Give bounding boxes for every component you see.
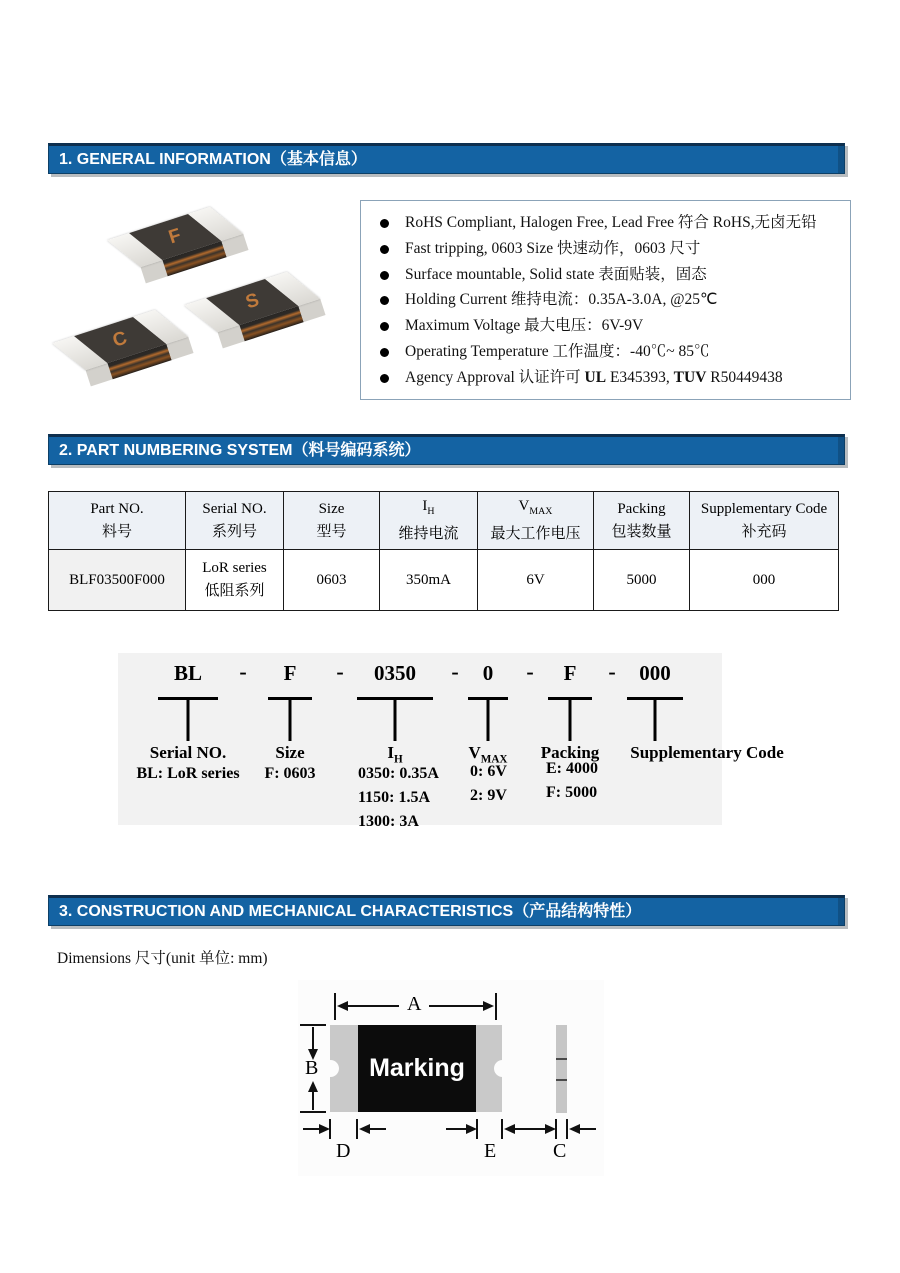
stem-line (187, 697, 190, 741)
cell-part-no: BLF03500F000 (49, 550, 186, 611)
part-numbering-table (48, 491, 839, 611)
component-side-view (556, 1025, 567, 1113)
table-header-row (49, 492, 839, 550)
value-ih-2: 1150: 1.5A (358, 789, 430, 806)
stem-line (289, 697, 292, 741)
chip-f (135, 215, 243, 268)
header-size: Size 型号 (284, 492, 380, 550)
value-vmax-1: 0: 6V (470, 763, 507, 780)
label-vmax: $V_{MAX}$ (468, 743, 508, 766)
code-packing: F (563, 661, 577, 685)
feature-item: Holding Current 维持电流：0.35A-3.0A, @25℃ (379, 287, 842, 313)
product-photo (55, 190, 350, 410)
dim-tick (300, 1111, 326, 1113)
code-ih: 0350 (374, 661, 416, 685)
cell-packing: 5000 (594, 550, 690, 611)
dim-label-b: B (305, 1057, 319, 1079)
header-ih: $I_H$ 维持电流 (380, 492, 478, 550)
section-3-header: 3. CONSTRUCTION AND MECHANICAL CHARACTERISTICS（产品结构特性） (48, 895, 845, 926)
arrow-left-icon (504, 1124, 515, 1134)
label-ih: $I_H$ (387, 743, 403, 766)
section-2-header: 2. PART NUMBERING SYSTEM（料号编码系统） (48, 434, 845, 465)
feature-item: Operating Temperature 工作温度：-40℃~ 85℃ (379, 339, 842, 365)
value-ih-3: 1300: 3A (358, 813, 419, 830)
dim-tick (501, 1119, 503, 1139)
chip-marking-letter: S (242, 289, 262, 314)
cell-supp: 000 (690, 550, 839, 611)
bullet-icon (380, 374, 389, 383)
dim-tick (300, 1024, 326, 1026)
marking-label: Marking (369, 1054, 465, 1082)
feature-item: RoHS Compliant, Halogen Free, Lead Free 符合 RoHS,无卤无铅 (379, 210, 842, 236)
arrow-right-icon (466, 1124, 477, 1134)
cell-serial: LoR series 低阻系列 (186, 550, 284, 611)
header-supp-code: Supplementary Code 补充码 (690, 492, 839, 550)
header-part-no: Part NO. 料号 (49, 492, 186, 550)
features-list (361, 210, 850, 391)
dimension-figure (298, 980, 604, 1176)
features-box (360, 200, 851, 400)
header-packing: Packing 包装数量 (594, 492, 690, 550)
value-packing-1: E: 4000 (546, 760, 598, 777)
dim-tick (566, 1119, 568, 1139)
cell-size: 0603 (284, 550, 380, 611)
dim-line-e (446, 1128, 466, 1130)
arrow-left-icon (569, 1124, 580, 1134)
cell-vmax: 6V (478, 550, 594, 611)
bullet-icon (380, 296, 389, 305)
stem-line (487, 697, 490, 741)
header-serial-no: Serial NO. 系列号 (186, 492, 284, 550)
value-ih-1: 0350: 0.35A (358, 765, 439, 782)
code-separator: - (239, 659, 247, 684)
bullet-icon (380, 348, 389, 357)
chip-c (80, 318, 188, 371)
code-supp: 000 (639, 661, 671, 685)
dim-line-d (370, 1128, 386, 1130)
feature-item: Maximum Voltage 最大电压：6V-9V (379, 313, 842, 339)
dim-label-d: D (336, 1140, 351, 1162)
side-view-layer-line (556, 1058, 567, 1060)
arrow-left-icon (359, 1124, 370, 1134)
header-vmax: $V_{MAX}$ 最大工作电压 (478, 492, 594, 550)
code-separator: - (451, 659, 459, 684)
dim-label-a: A (399, 993, 429, 1016)
code-separator: - (336, 659, 344, 684)
terminal-notch (322, 1060, 339, 1077)
label-size: Size (275, 743, 305, 762)
code-separator: - (526, 659, 534, 684)
bullet-icon (380, 245, 389, 254)
label-supp: Supplementary Code (630, 743, 784, 762)
bullet-icon (380, 219, 389, 228)
dimensions-caption: Dimensions 尺寸(unit 单位: mm) (57, 950, 268, 967)
value-size: F: 0603 (264, 765, 316, 782)
side-view-layer-line (556, 1079, 567, 1081)
label-serial: Serial NO. (149, 743, 227, 762)
stem-line (654, 697, 657, 741)
terminal-notch (494, 1060, 511, 1077)
stem-line (394, 697, 397, 741)
feature-item-agency: Agency Approval 认证许可 UL E345393, TUV R50449438 (379, 365, 842, 391)
arrow-up-icon (308, 1081, 318, 1092)
dim-label-c: C (553, 1140, 567, 1162)
arrow-right-icon (319, 1124, 330, 1134)
dim-line-b (312, 1092, 314, 1110)
dim-line-d (303, 1128, 319, 1130)
cell-ih: 350mA (380, 550, 478, 611)
feature-item: Fast tripping, 0603 Size 快速动作，0603 尺寸 (379, 236, 842, 262)
dim-tick (495, 993, 497, 1020)
dim-tick (334, 993, 336, 1020)
chip-marking-letter: C (110, 327, 130, 352)
part-numbering-diagram (118, 653, 784, 830)
value-packing-2: F: 5000 (546, 784, 598, 801)
code-vmax: 0 (482, 661, 494, 685)
component-body (358, 1025, 476, 1112)
arrow-right-icon (545, 1124, 556, 1134)
section-1-header: 1. GENERAL INFORMATION（基本信息） (48, 143, 845, 174)
code-size: F (283, 661, 297, 685)
stem-line (569, 697, 572, 741)
arrow-right-icon (483, 1001, 494, 1011)
dim-label-e: E (484, 1140, 497, 1162)
bullet-icon (380, 271, 389, 280)
dim-line-c (525, 1128, 545, 1130)
code-serial: BL (173, 661, 203, 685)
dim-tick (356, 1119, 358, 1139)
dim-line-b (312, 1027, 314, 1049)
dim-line-c (580, 1128, 596, 1130)
value-vmax-2: 2: 9V (470, 787, 507, 804)
chip-s (212, 280, 320, 333)
table-row (49, 550, 839, 611)
value-serial: BL: LoR series (136, 765, 240, 782)
chip-marking-letter: F (166, 224, 184, 249)
code-separator: - (608, 659, 616, 684)
label-packing: Packing (540, 743, 600, 762)
bullet-icon (380, 322, 389, 331)
feature-item: Surface mountable, Solid state 表面贴装，固态 (379, 262, 842, 288)
arrow-left-icon (337, 1001, 348, 1011)
